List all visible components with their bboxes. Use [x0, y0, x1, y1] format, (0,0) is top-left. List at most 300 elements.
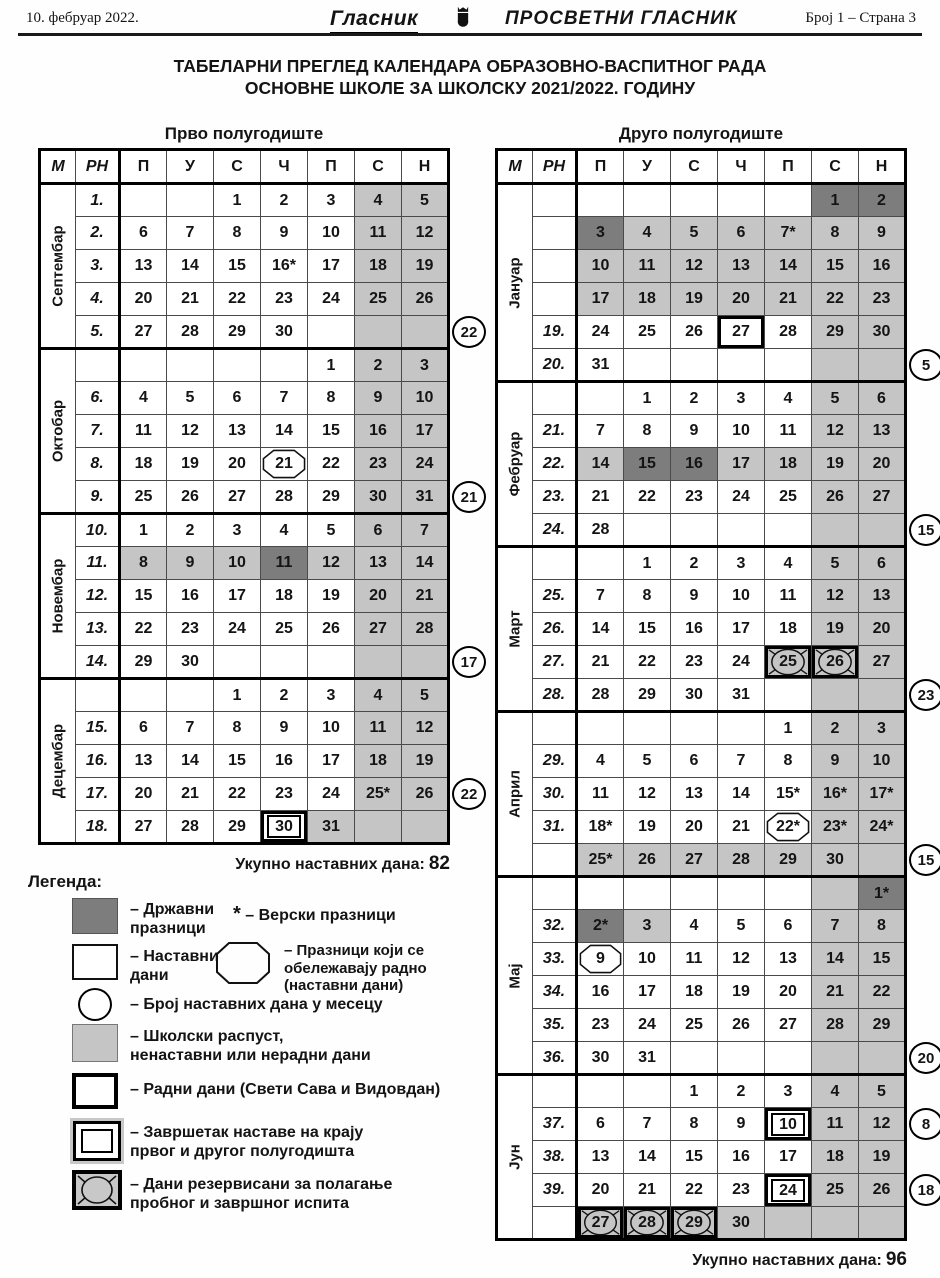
semester-total	[495, 1249, 907, 1271]
semester-total-label: Укупно наставних дана:	[235, 856, 425, 873]
day-cell: 9	[167, 547, 214, 580]
day-cell: 18	[812, 1141, 859, 1174]
day-cell: 2	[718, 1075, 765, 1108]
day-cell: 24	[308, 778, 355, 811]
day-cell: 15	[624, 448, 671, 481]
week-number-cell	[533, 250, 577, 283]
second-semester-title: Друго полугодиште	[618, 124, 784, 143]
day-cell: 13	[120, 745, 167, 778]
day-cell: 8	[859, 910, 906, 943]
day-cell: 5	[402, 679, 449, 712]
day-cell: 24	[308, 283, 355, 316]
month-label	[497, 184, 533, 382]
day-cell: 1*	[859, 877, 906, 910]
day-cell: 17	[718, 613, 765, 646]
legend-text: Школски распуст, ненаставни или нерадни дани	[130, 1028, 371, 1064]
day-cell	[402, 646, 449, 679]
reserved-pattern-icon	[765, 646, 811, 678]
week-number-cell: 38.	[533, 1141, 577, 1174]
day-cell: 27	[859, 481, 906, 514]
day-cell: 6	[859, 547, 906, 580]
day-cell: 16	[718, 1141, 765, 1174]
day-cell: 18	[355, 250, 402, 283]
day-cell: 17*	[859, 778, 906, 811]
week-number-cell	[76, 349, 120, 382]
day-cell: 19	[718, 976, 765, 1009]
end-of-classes-mark: 30	[267, 815, 301, 838]
reserved-pattern-icon	[76, 1174, 118, 1206]
day-cell: 17	[308, 250, 355, 283]
legend-text: Завршетак наставе на крају првог и другог полугодишта	[130, 1124, 364, 1160]
week-number-cell: 27.	[533, 646, 577, 679]
octagon-mark-icon	[765, 811, 811, 843]
day-cell: 3	[402, 349, 449, 382]
day-cell: 26	[402, 283, 449, 316]
day-cell	[718, 349, 765, 382]
teaching-day-swatch	[72, 944, 118, 980]
column-header: Ч	[261, 150, 308, 184]
reserved-pattern-icon	[671, 1207, 717, 1238]
day-cell: 11	[624, 250, 671, 283]
column-header: П	[765, 150, 812, 184]
day-cell: 2	[671, 547, 718, 580]
month-name: Јануар	[506, 256, 524, 309]
day-cell: 7	[577, 415, 624, 448]
day-cell	[718, 184, 765, 217]
day-cell: 19	[402, 745, 449, 778]
day-cell: 27	[671, 844, 718, 877]
day-cell	[765, 349, 812, 382]
legend-text: Радни дани (Свети Сава и Видовдан)	[143, 1081, 441, 1098]
day-cell	[624, 514, 671, 547]
day-cell: 12	[308, 547, 355, 580]
column-header: У	[167, 150, 214, 184]
reserved-pattern-icon	[812, 646, 858, 678]
month-name: Април	[506, 770, 524, 818]
day-cell	[402, 316, 449, 349]
month-label	[497, 547, 533, 712]
week-number-cell: 7.	[76, 415, 120, 448]
month-name: Децембар	[49, 723, 67, 799]
day-cell: 24	[718, 481, 765, 514]
day-cell: 23	[261, 778, 308, 811]
day-cell: 10	[308, 217, 355, 250]
month-label	[497, 877, 533, 1075]
day-cell: 3	[577, 217, 624, 250]
day-cell: 29	[624, 679, 671, 712]
day-cell: 29	[671, 1207, 718, 1240]
day-cell: 28	[718, 844, 765, 877]
day-cell: 24	[214, 613, 261, 646]
day-cell	[765, 514, 812, 547]
day-cell: 6	[671, 745, 718, 778]
day-cell	[355, 811, 402, 844]
day-cell	[859, 514, 906, 547]
day-cell: 11	[577, 778, 624, 811]
school-break-swatch	[72, 1024, 118, 1062]
day-cell: 2	[812, 712, 859, 745]
octagon-mark-icon	[214, 940, 272, 986]
week-number-cell: 39.	[533, 1174, 577, 1207]
week-number-cell: 1.	[76, 184, 120, 217]
day-cell: 9	[261, 712, 308, 745]
day-cell	[812, 514, 859, 547]
day-cell: 21	[812, 976, 859, 1009]
day-cell	[577, 382, 624, 415]
day-cell: 17	[214, 580, 261, 613]
day-cell: 26	[859, 1174, 906, 1207]
day-cell: 28	[577, 514, 624, 547]
day-cell: 19	[671, 283, 718, 316]
legend-label-count	[130, 996, 460, 1015]
day-cell: 6	[765, 910, 812, 943]
day-cell: 4	[261, 514, 308, 547]
day-cell	[859, 349, 906, 382]
day-cell: 5	[624, 745, 671, 778]
day-cell: 15	[214, 250, 261, 283]
day-cell: 13	[120, 250, 167, 283]
day-cell: 22	[624, 481, 671, 514]
end-of-classes-mark: 10	[771, 1113, 805, 1136]
day-cell: 18*	[577, 811, 624, 844]
day-cell: 29	[765, 844, 812, 877]
day-cell	[167, 349, 214, 382]
week-number-cell	[533, 712, 577, 745]
day-cell: 22*	[765, 811, 812, 844]
day-cell: 10	[624, 943, 671, 976]
day-cell: 30	[577, 1042, 624, 1075]
day-cell: 21	[261, 448, 308, 481]
day-cell: 5	[812, 382, 859, 415]
day-cell: 11	[120, 415, 167, 448]
day-cell: 20	[859, 613, 906, 646]
day-cell: 25	[120, 481, 167, 514]
day-cell	[718, 514, 765, 547]
day-cell: 23	[261, 283, 308, 316]
month-label	[497, 1075, 533, 1240]
week-number-cell: 18.	[76, 811, 120, 844]
day-cell: 12	[812, 580, 859, 613]
day-cell	[214, 349, 261, 382]
day-cell: 19	[308, 580, 355, 613]
day-cell: 20	[859, 448, 906, 481]
week-number-cell	[76, 679, 120, 712]
day-cell: 29	[859, 1009, 906, 1042]
day-cell: 13	[718, 250, 765, 283]
day-cell: 3	[765, 1075, 812, 1108]
day-cell	[718, 1042, 765, 1075]
day-cell	[355, 646, 402, 679]
column-header: С	[355, 150, 402, 184]
week-number-cell: 10.	[76, 514, 120, 547]
day-cell	[120, 679, 167, 712]
week-number-cell: 31.	[533, 811, 577, 844]
week-number-cell: 20.	[533, 349, 577, 382]
day-cell: 1	[624, 382, 671, 415]
week-number-cell: 24.	[533, 514, 577, 547]
week-number-cell: 3.	[76, 250, 120, 283]
day-cell: 20	[718, 283, 765, 316]
day-cell	[308, 316, 355, 349]
day-cell: 5	[308, 514, 355, 547]
day-cell: 29	[120, 646, 167, 679]
day-cell: 6	[859, 382, 906, 415]
day-cell: 10	[402, 382, 449, 415]
day-cell: 9	[859, 217, 906, 250]
day-cell: 22	[120, 613, 167, 646]
day-cell: 28	[261, 481, 308, 514]
day-cell: 20	[671, 811, 718, 844]
day-cell: 14	[718, 778, 765, 811]
day-cell	[671, 877, 718, 910]
day-cell: 7*	[765, 217, 812, 250]
day-cell: 21	[402, 580, 449, 613]
day-cell: 20	[355, 580, 402, 613]
column-header: У	[624, 150, 671, 184]
legend-dash: –	[245, 907, 255, 924]
first-semester-table	[38, 148, 450, 845]
month-total-badge: 18	[909, 1174, 940, 1206]
header-rule	[18, 33, 922, 36]
day-cell	[859, 679, 906, 712]
day-cell: 22	[624, 646, 671, 679]
day-cell	[120, 184, 167, 217]
day-cell: 3	[718, 547, 765, 580]
day-cell: 6	[120, 712, 167, 745]
column-header: М	[40, 150, 76, 184]
day-cell: 25	[624, 316, 671, 349]
day-cell: 5	[812, 547, 859, 580]
month-total-badge: 21	[452, 481, 486, 513]
day-cell	[167, 184, 214, 217]
day-cell: 28	[167, 316, 214, 349]
day-cell: 7	[402, 514, 449, 547]
day-cell	[355, 316, 402, 349]
day-cell: 11	[765, 415, 812, 448]
day-cell	[671, 349, 718, 382]
day-cell: 20	[765, 976, 812, 1009]
day-cell: 24*	[859, 811, 906, 844]
day-cell	[765, 1174, 812, 1207]
day-cell: 31	[624, 1042, 671, 1075]
white-box-icon	[72, 944, 118, 980]
day-cell: 16	[167, 580, 214, 613]
week-number-cell: 17.	[76, 778, 120, 811]
day-cell: 10	[859, 745, 906, 778]
month-label	[40, 514, 76, 679]
day-cell	[859, 1042, 906, 1075]
week-number-cell	[533, 1075, 577, 1108]
week-number-cell	[533, 1207, 577, 1240]
day-cell: 16	[671, 448, 718, 481]
day-cell: 11	[261, 547, 308, 580]
day-cell: 17	[718, 448, 765, 481]
document-title	[0, 56, 940, 100]
month-total-badge: 23	[909, 679, 940, 711]
legend-label-holidays-working	[284, 942, 474, 995]
day-cell: 11	[355, 712, 402, 745]
day-cell: 7	[624, 1108, 671, 1141]
day-cell: 11	[812, 1108, 859, 1141]
day-cell: 23	[355, 448, 402, 481]
day-cell: 16*	[812, 778, 859, 811]
day-cell: 22	[308, 448, 355, 481]
day-cell: 22	[859, 976, 906, 1009]
day-cell: 14	[765, 250, 812, 283]
day-cell: 5	[859, 1075, 906, 1108]
day-cell: 12	[859, 1108, 906, 1141]
day-cell: 14	[624, 1141, 671, 1174]
issue-page-number: Број 1 – Страна 3	[805, 10, 916, 26]
day-cell: 13	[859, 415, 906, 448]
day-cell: 30	[812, 844, 859, 877]
day-cell: 3	[718, 382, 765, 415]
day-cell: 12	[624, 778, 671, 811]
month-name: Мај	[506, 962, 524, 989]
day-cell: 1	[671, 1075, 718, 1108]
first-semester-section	[38, 124, 498, 875]
document-title-line2: ОСНОВНЕ ШКОЛЕ ЗА ШКОЛСКУ 2021/2022. ГОДИНУ	[244, 77, 696, 98]
column-header: С	[214, 150, 261, 184]
day-cell: 17	[308, 745, 355, 778]
week-number-cell: 29.	[533, 745, 577, 778]
week-number-cell: 19.	[533, 316, 577, 349]
reserved-pattern-icon	[624, 1207, 670, 1238]
day-cell: 19	[812, 613, 859, 646]
day-cell: 9	[261, 217, 308, 250]
day-cell: 28	[812, 1009, 859, 1042]
week-number-cell: 15.	[76, 712, 120, 745]
day-cell: 11	[355, 217, 402, 250]
week-number-cell	[533, 877, 577, 910]
gray-box-icon	[72, 1024, 118, 1062]
day-cell: 4	[120, 382, 167, 415]
day-cell: 11	[765, 580, 812, 613]
day-cell	[402, 811, 449, 844]
week-number-cell: 11.	[76, 547, 120, 580]
day-cell: 7	[812, 910, 859, 943]
day-cell: 20	[577, 1174, 624, 1207]
month-total-badge: 22	[452, 316, 486, 348]
day-cell: 12	[671, 250, 718, 283]
day-cell: 27	[765, 1009, 812, 1042]
day-cell: 26	[402, 778, 449, 811]
day-cell: 25	[261, 613, 308, 646]
day-cell: 14	[577, 613, 624, 646]
week-number-cell: 4.	[76, 283, 120, 316]
legend-dash: –	[130, 1176, 139, 1193]
day-cell: 12	[402, 712, 449, 745]
issue-date: 10. фебруар 2022.	[26, 10, 139, 26]
legend-dash: –	[130, 901, 139, 918]
column-header: С	[812, 150, 859, 184]
day-cell: 4	[577, 745, 624, 778]
day-cell: 26	[812, 646, 859, 679]
day-cell: 5	[402, 184, 449, 217]
day-cell: 23	[577, 1009, 624, 1042]
month-name: Јун	[506, 1144, 524, 1170]
semester-total-value: 82	[428, 853, 450, 874]
day-cell	[812, 877, 859, 910]
legend-text: Број наставних дана у месецу	[143, 996, 383, 1013]
day-cell: 9	[671, 580, 718, 613]
day-cell: 21	[167, 283, 214, 316]
day-cell: 23	[671, 481, 718, 514]
day-cell	[120, 349, 167, 382]
day-cell: 23*	[812, 811, 859, 844]
day-cell: 25	[765, 646, 812, 679]
coat-of-arms-icon	[455, 5, 471, 29]
legend-text: Празници који се обележавају радно (наставни дани)	[284, 942, 427, 995]
day-cell: 19	[624, 811, 671, 844]
day-cell: 4	[624, 217, 671, 250]
day-cell	[577, 547, 624, 580]
day-cell: 15	[214, 745, 261, 778]
week-number-cell	[533, 184, 577, 217]
day-cell: 17	[402, 415, 449, 448]
week-number-cell	[533, 547, 577, 580]
day-cell: 23	[167, 613, 214, 646]
day-cell	[624, 877, 671, 910]
day-cell	[765, 1042, 812, 1075]
day-cell	[261, 349, 308, 382]
day-cell: 28	[402, 613, 449, 646]
day-cell: 2	[671, 382, 718, 415]
day-cell: 24	[718, 646, 765, 679]
day-cell: 14	[167, 745, 214, 778]
day-cell: 8	[671, 1108, 718, 1141]
day-cell: 1	[214, 679, 261, 712]
day-cell: 28	[577, 679, 624, 712]
month-total-badge: 20	[909, 1042, 940, 1074]
month-label	[40, 349, 76, 514]
month-label	[497, 382, 533, 547]
day-cell: 14	[402, 547, 449, 580]
day-cell: 16	[261, 745, 308, 778]
day-cell	[624, 712, 671, 745]
week-number-cell: 5.	[76, 316, 120, 349]
day-cell: 27	[577, 1207, 624, 1240]
legend-label-exam-reserved	[130, 1176, 430, 1214]
day-cell: 4	[355, 679, 402, 712]
day-cell: 18	[355, 745, 402, 778]
week-number-cell: 21.	[533, 415, 577, 448]
day-cell: 10	[214, 547, 261, 580]
day-cell: 27	[718, 316, 765, 349]
day-cell: 19	[859, 1141, 906, 1174]
day-cell: 21	[718, 811, 765, 844]
day-cell: 1	[214, 184, 261, 217]
day-cell: 18	[671, 976, 718, 1009]
day-cell: 8	[624, 580, 671, 613]
day-cell: 9	[671, 415, 718, 448]
week-number-cell: 35.	[533, 1009, 577, 1042]
day-cell: 30	[671, 679, 718, 712]
end-of-classes-mark: 24	[771, 1179, 805, 1202]
day-cell: 20	[120, 778, 167, 811]
day-cell: 26	[624, 844, 671, 877]
day-cell	[261, 646, 308, 679]
week-number-cell: 16.	[76, 745, 120, 778]
day-cell: 24	[624, 1009, 671, 1042]
day-cell: 8	[214, 217, 261, 250]
double-box-icon	[70, 1118, 124, 1164]
day-cell: 9	[577, 943, 624, 976]
day-cell: 12	[718, 943, 765, 976]
legend-dash: –	[130, 996, 139, 1013]
day-cell: 4	[355, 184, 402, 217]
day-cell: 30	[355, 481, 402, 514]
